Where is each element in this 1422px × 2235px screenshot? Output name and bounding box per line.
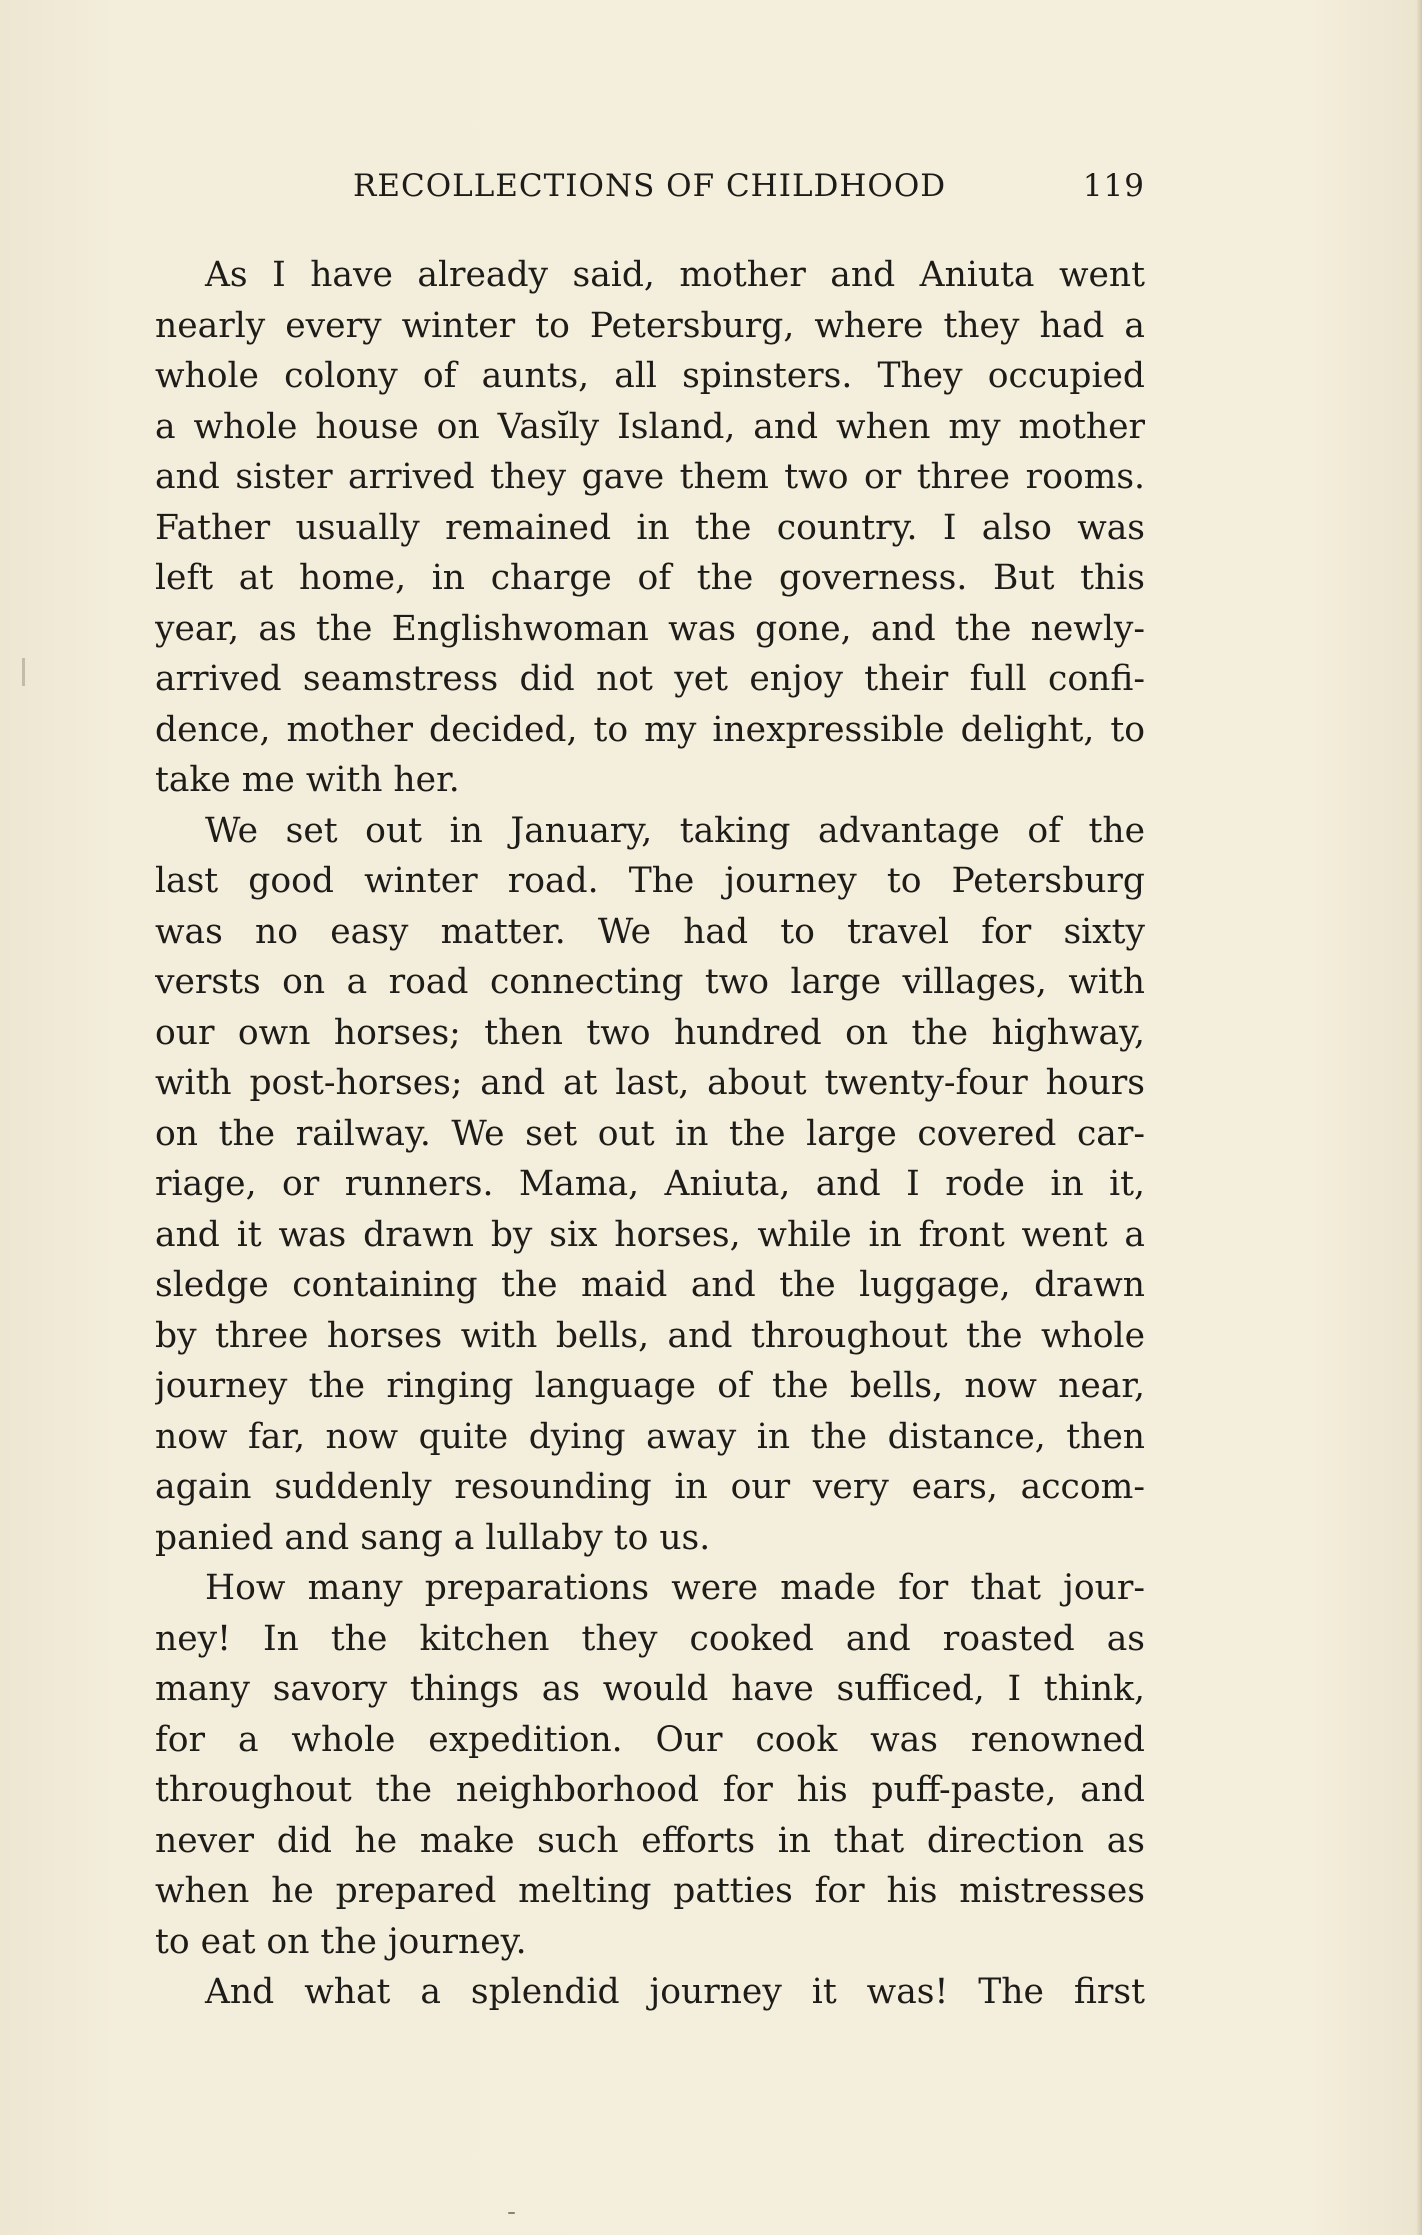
text-line: Father usually remained in the country. I also was — [155, 507, 1145, 548]
text-line: dence, mother decided, to my inexpressible delight, to — [155, 709, 1145, 750]
text-line: versts on a road connecting two large villages, with — [155, 962, 1145, 1002]
text-line: As I have already said, mother and Aniuta went — [205, 255, 1145, 295]
paper-speck — [508, 2212, 515, 2214]
text-line: left at home, in charge of the governess. But this — [155, 558, 1145, 598]
text-line: and it was drawn by six horses, while in front went a — [155, 1214, 1145, 1255]
text-line: many savory things as would have sufficed, I think, — [155, 1669, 1145, 1709]
text-line: last good winter road. The journey to Petersburg — [155, 861, 1145, 901]
text-line: and sister arrived they gave them two or three rooms. — [155, 457, 1145, 497]
text-line: when he prepared melting patties for his mistresses — [155, 1871, 1145, 1911]
text-line: by three horses with bells, and throughout the whole — [155, 1315, 1145, 1356]
text-line: ney! In the kitchen they cooked and roasted as — [155, 1618, 1145, 1659]
page-edge-shadow — [1416, 0, 1422, 2235]
text-line: take me with her. — [155, 760, 460, 800]
text-line: panied and sang a lullaby to us. — [155, 1517, 711, 1558]
text-line: on the railway. We set out in the large covered car- — [155, 1113, 1145, 1154]
text-line: now far, now quite dying away in the distance, then — [155, 1416, 1145, 1457]
text-line: And what a splendid journey it was! The first — [205, 1972, 1145, 2012]
margin-mark — [22, 658, 25, 686]
text-line: How many preparations were made for that jour- — [205, 1568, 1145, 1608]
text-line: to eat on the journey. — [155, 1921, 527, 1962]
text-line: arrived seamstress did not yet enjoy their full confi- — [155, 659, 1145, 699]
text-line: for a whole expedition. Our cook was renowned — [155, 1719, 1145, 1760]
text-line: whole colony of aunts, all spinsters. They occupied — [155, 356, 1145, 396]
text-line: riage, or runners. Mama, Aniuta, and I rode in it, — [155, 1164, 1145, 1204]
text-line: throughout the neighborhood for his puff-paste, and — [155, 1770, 1145, 1810]
text-line: again suddenly resounding in our very ears, accom- — [155, 1467, 1145, 1507]
text-line: year, as the Englishwoman was gone, and the newly- — [155, 608, 1145, 649]
running-title: RECOLLECTIONS OF CHILDHOOD — [353, 168, 947, 204]
text-line: sledge containing the maid and the luggage, drawn — [155, 1265, 1145, 1305]
text-line: was no easy matter. We had to travel for sixty — [155, 911, 1145, 952]
text-line: a whole house on Vasĭly Island, and when my mother — [155, 406, 1145, 447]
text-line: our own horses; then two hundred on the highway, — [155, 1012, 1145, 1053]
text-line: journey the ringing language of the bells, now near, — [155, 1366, 1145, 1406]
text-line: We set out in January, taking advantage of the — [205, 810, 1145, 851]
text-line: never did he make such efforts in that direction as — [155, 1820, 1145, 1861]
text-line: nearly every winter to Petersburg, where they had a — [155, 305, 1145, 346]
body-text — [155, 250, 1145, 2018]
page-number: 119 — [1082, 168, 1145, 204]
text-line: with post-horses; and at last, about twenty-four hours — [155, 1063, 1145, 1103]
running-head — [155, 168, 1145, 208]
